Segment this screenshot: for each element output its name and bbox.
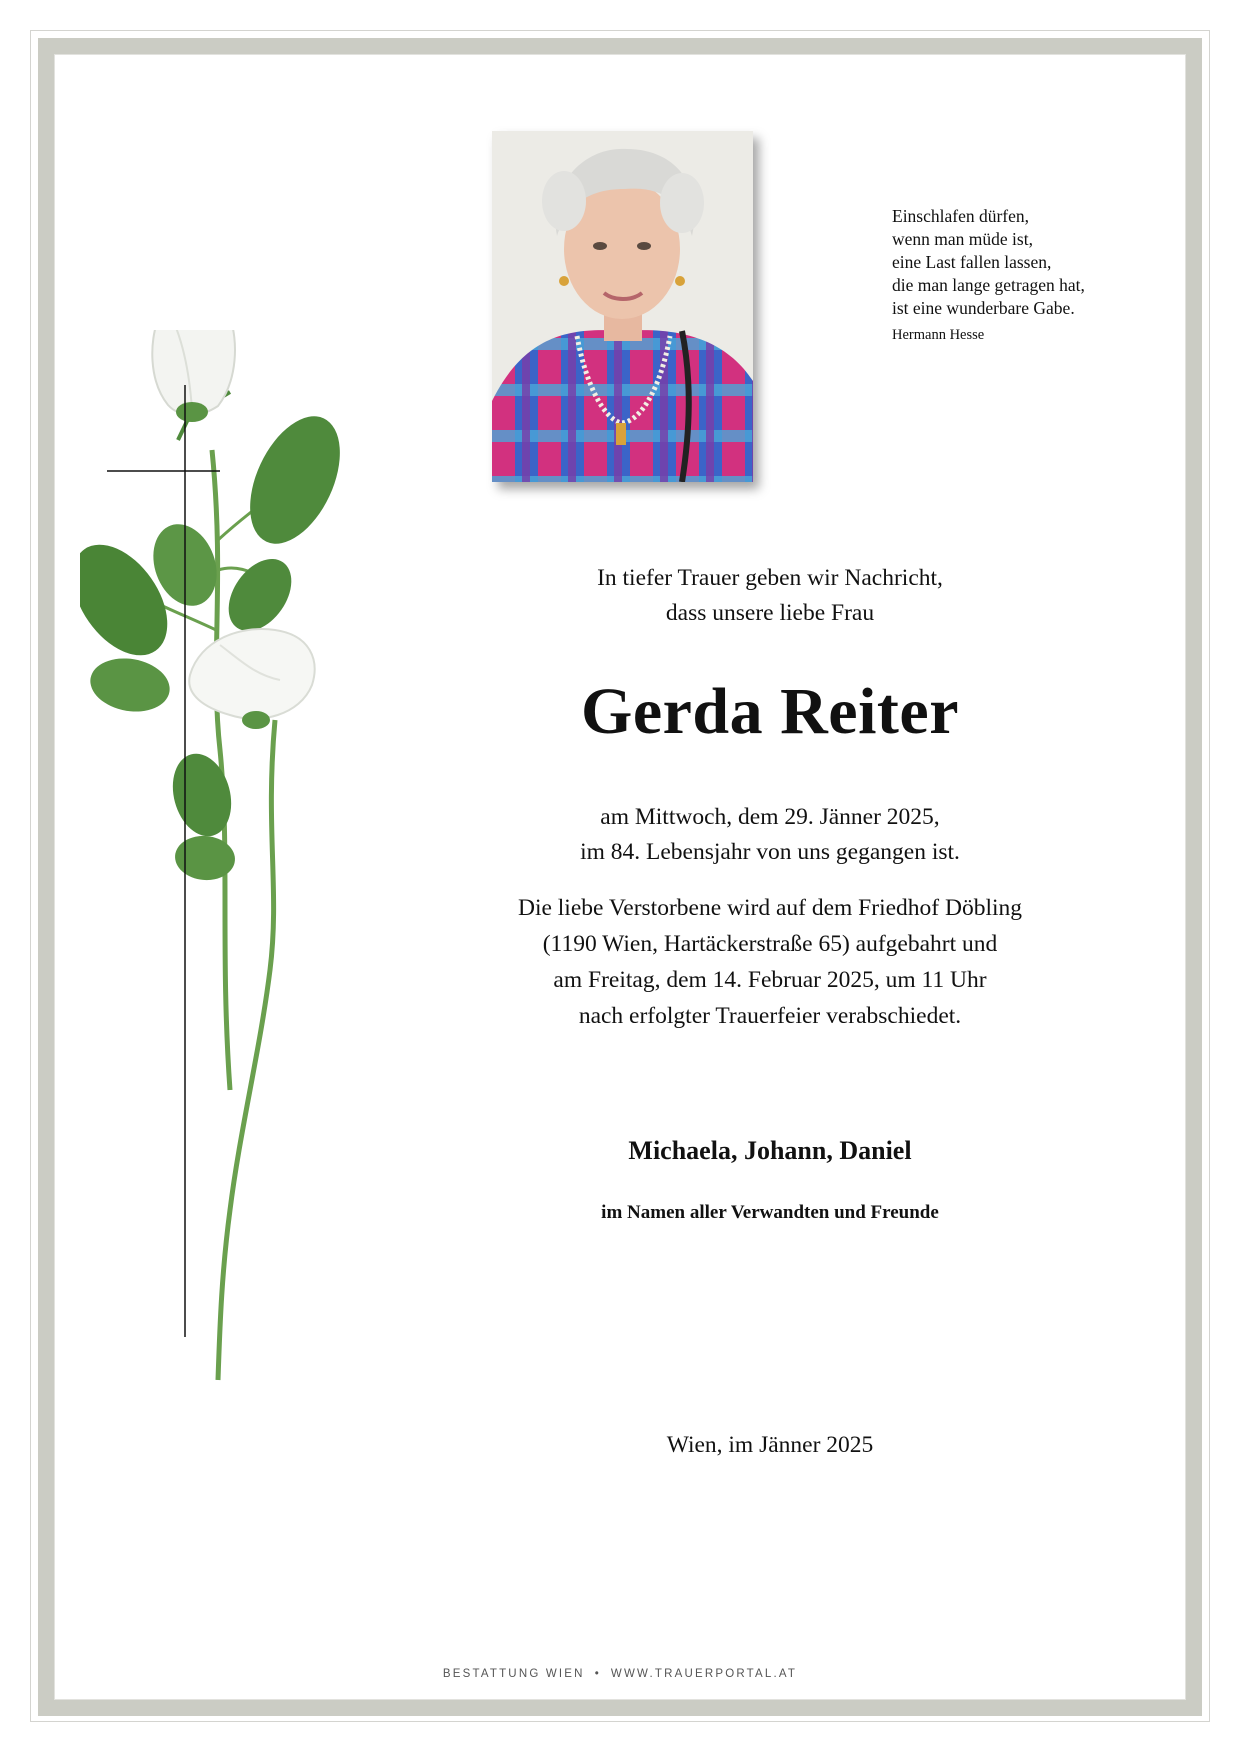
footer-company: BESTATTUNG WIEN bbox=[442, 1668, 585, 1680]
footer-separator: • bbox=[594, 1668, 601, 1680]
funeral-line: (1190 Wien, Hartäckerstraße 65) aufgebahrt und bbox=[542, 931, 998, 957]
footer-website[interactable]: WWW.TRAUERPORTAL.AT bbox=[610, 1668, 798, 1680]
funeral-details bbox=[470, 890, 1070, 1034]
intro-line: In tiefer Trauer geben wir Nachricht, bbox=[597, 565, 943, 591]
passing-line: im 84. Lebensjahr von uns gegangen ist. bbox=[580, 839, 960, 865]
passing-line: am Mittwoch, dem 29. Jänner 2025, bbox=[600, 804, 940, 830]
quote-author: Hermann Hesse bbox=[892, 327, 985, 343]
white-rose-illustration bbox=[80, 330, 380, 1410]
funeral-line: am Freitag, dem 14. Februar 2025, um 11 Uhr bbox=[553, 967, 987, 993]
footer bbox=[370, 1668, 870, 1680]
announcement-intro bbox=[470, 561, 1070, 631]
quote-line: eine Last fallen lassen, bbox=[892, 252, 1052, 272]
hesse-quote bbox=[892, 205, 1122, 347]
portrait-photo bbox=[492, 131, 753, 482]
passing-statement bbox=[470, 800, 1070, 870]
relatives-line: im Namen aller Verwandten und Freunde bbox=[601, 1202, 939, 1223]
funeral-line: Die liebe Verstorbene wird auf dem Friedhof Döbling bbox=[517, 895, 1023, 921]
quote-line: die man lange getragen hat, bbox=[892, 275, 1085, 295]
quote-line: wenn man müde ist, bbox=[892, 229, 1033, 249]
intro-line: dass unsere liebe Frau bbox=[665, 600, 875, 626]
funeral-line: nach erfolgter Trauerfeier verabschiedet. bbox=[578, 1003, 962, 1029]
family-names: Michaela, Johann, Daniel bbox=[628, 1136, 912, 1165]
place-date: Wien, im Jänner 2025 bbox=[666, 1432, 874, 1458]
deceased-name: Gerda Reiter bbox=[581, 675, 959, 748]
quote-line: Einschlafen dürfen, bbox=[892, 206, 1030, 226]
quote-line: ist eine wunderbare Gabe. bbox=[892, 298, 1075, 318]
